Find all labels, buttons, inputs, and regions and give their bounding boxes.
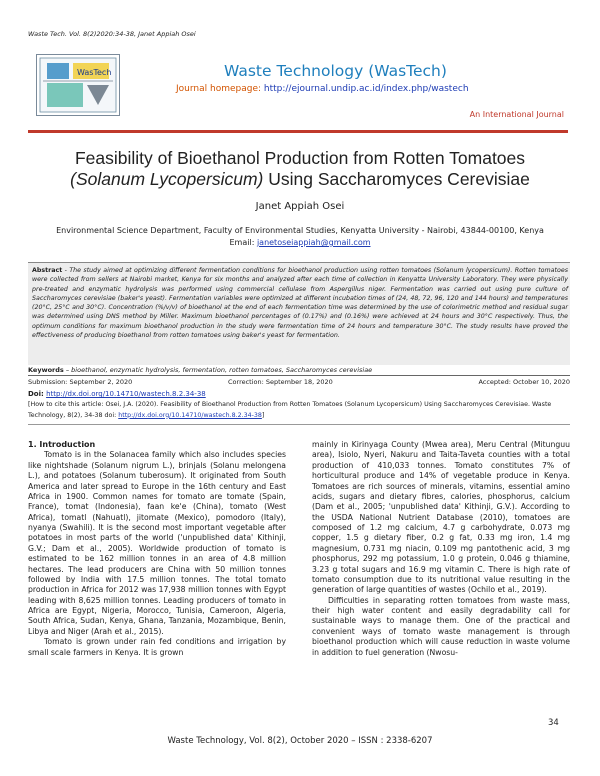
affiliation-text: Environmental Science Department, Faculty of Environmental Studies, Kenyatta University - Nairobi, 43844-00100, Kenya [56, 226, 544, 235]
journal-logo [36, 54, 120, 116]
citation-close: ] [261, 411, 265, 419]
journal-brand: Waste Technology (WasTech) [224, 62, 447, 80]
title-line-1: Feasibility of Bioethanol Production from Rotten Tomatoes [74, 148, 526, 168]
body-column-right [312, 440, 570, 658]
journal-homepage [176, 84, 469, 94]
logo-graphic-icon [37, 55, 119, 115]
abstract-body: - The study aimed at optimizing different fermentation conditions for bioethanol production using rotten tomatoes (Solanum lycopersicum). Rotten tomatoes were collected from sellers at Nairobi market, Kenya for six months and analyzed after each time of collection in Kenyatta University Laboratory. They were physically pre-treated and enzymatic hydrolysis was performed using commercial cellulase from Aspergillus niger. Fermentation was carried out using pure culture of Saccharomyces cerevisiae (baker's yeast). Fermentation variables were optimized at different incubation times of (24, 48, 72, 96, 120 and 144 hours) and temperatures (20°C, 25°C and 30°C). Concentration (%/v/v) of bioethanol at the end of each fermentation time was determined by the use of colorimetric method and residual sugar was determined using DNS method by Miller. Maximum bioethanol percentages of (0.17%) and (0.16%) were achieved at 24 hours and 30°C respectively. Thus, the optimum conditions for maximum bioethanol production in the study were fermentation time of 24 hours and temperature 30°C. The study results have proved the effectiveness of producing bioethanol from rotten tomatoes using baker's yeast for fermentation. [32, 267, 568, 340]
journal-tagline: An International Journal [469, 110, 564, 119]
submission-date: Submission: September 2, 2020 [28, 378, 133, 386]
logo-text: WasTech [77, 68, 112, 77]
email-link[interactable]: janetoseiappiah@gmail.com [256, 238, 371, 247]
keywords-label: Keywords [28, 366, 64, 374]
title-line-2-rest: Using Saccharomyces Cerevisiae [263, 169, 530, 189]
header-divider [28, 130, 568, 133]
doi-link[interactable]: http://dx.doi.org/10.14710/wastech.8.2.34-38 [46, 390, 206, 398]
accepted-date: Accepted: October 10, 2020 [478, 378, 570, 386]
homepage-label: Journal homepage: [176, 84, 262, 94]
page-footer: Waste Technology, Vol. 8(2), October 2020 – ISSN : 2338-6207 [167, 736, 433, 746]
abstract-text [32, 266, 568, 340]
title-italic-species: (Solanum Lycopersicum) [70, 169, 264, 189]
doi-line [28, 390, 206, 398]
journal-header [28, 48, 568, 128]
keywords-divider [28, 375, 570, 376]
body-paragraph: mainly in Kirinyaga County (Mwea area), Meru Central (Mitunguu area), Isiolo, Nyeri, Nakuru and Taita-Taveta counties with a total production of 410,033 tonnes. Tomato constitutes 7% of horticultural produce and 14% of vegetable produce in Kenya. Tomatoes are rich sources of minerals, vitamins, essential amino acids, sugars and dietary fibres, calories, phosphorus, calcium (Dam et al., 2005; 'unpublished data' Kithinji, G.V.). According to the USDA National Nutrient Database (2010), tomatoes are composed of 1.2 mg calcium, 4.7 g carbohydrate, 0.073 mg copper, 1.5 g dietary fiber, 0.2 g fat, 0.33 mg iron, 1.4 mg magnesium, 0.731 mg niacin, 0.109 mg pantothenic acid, 3 mg phosphorus, 292 mg potassium, 1.0 g protein, 0.046 g thiamine, 3.23 g total sugars and 16.9 mg vitamin C. There is high rate of tomato consumption due to its nutritional value resulting in the generation of large quantities of wastes (Ochilo et al., 2019). [312, 440, 570, 595]
author-name: Janet Appiah Osei [255, 201, 345, 212]
body-paragraph: Tomato is grown under rain fed conditions and irrigation by small scale farmers in Kenya. It is grown [28, 637, 286, 657]
doi-label: Doi: [28, 390, 44, 398]
email-label: Email: [229, 238, 255, 247]
body-paragraph: Difficulties in separating rotten tomatoes from waste mass, their high water content and easily degradability call for sustainable ways to manage them. One of the practical and convenient ways of tomato waste management is through bioethanol production which will cause reduction in waste volume in addition to fuel generation (Nwosu- [312, 595, 570, 657]
keywords-list: – bioethanol, enzymatic hydrolysis, fermentation, rotten tomatoes, Saccharomyces cerevisiae [63, 366, 373, 374]
citation-doi-link[interactable]: http://dx.doi.org/10.14710/wastech.8.2.34-38 [118, 411, 262, 419]
correction-date: Correction: September 18, 2020 [228, 378, 333, 386]
homepage-link[interactable]: http://ejournal.undip.ac.id/index.php/wastech [263, 84, 469, 94]
page-number: 34 [548, 718, 559, 728]
citation-text: [How to cite this article: Osei, J.A. (2020). Feasibility of Bioethanol Production from Rotten Tomatoes (Solanum Lycopersicum) Using Saccharomyces Cerevisiae. Waste Technology, 8(2), 34-38 doi: [28, 401, 552, 419]
author-affiliation [20, 225, 580, 249]
running-head: Waste Tech. Vol. 8(2)2020:34-38, Janet Appiah Osei [28, 30, 196, 38]
citation-divider [28, 424, 570, 425]
body-column-left [28, 440, 286, 658]
email-line [20, 237, 580, 249]
body-paragraph: Tomato is in the Solanacea family which also includes species like nightshade (Solanum nigrum L.), brinjals (Solanu melongena L.), and potatoes (Solanum tuberosum). It originated from South America and later spread to Europe in the 16th century and East Africa in 1900. Common names for tomato are tomate (Spain, France), tomat (Indonesia), faan ke'e (China), tomato (West Africa), tomatl (Nahuatl), jitomate (Mexico), pomodoro (Italy), nyanya (Swahili). It is the second most important vegetable after potatoes in most parts of the world ('unpublished data' Kithinji, G.V.; Dam et al., 2005). Worldwide production of tomato is estimated to be 162 million tonnes in an area of 4.8 million hectares. The lead producers are China with 50 million tonnes followed by India with 17.5 million tonnes. The total tomato production in Africa for 2012 was 17,938 million tonnes with Egypt leading with 8,625 million tonnes. Leading producers of tomato in Africa are Egypt, Nigeria, Morocco, Tunisia, Cameroon, Algeria, South Africa, Sudan, Kenya, Ghana, Tanzania, Mozambique, Benin, Libya and Niger (Arah et al., 2015). [28, 450, 286, 636]
keywords [28, 366, 570, 374]
section-heading-introduction: 1. Introduction [28, 440, 96, 449]
title-line-2 [20, 169, 580, 190]
article-title [20, 148, 580, 190]
abstract-label: Abstract [32, 267, 63, 274]
abstract-box [28, 262, 570, 365]
citation-note [28, 400, 573, 421]
